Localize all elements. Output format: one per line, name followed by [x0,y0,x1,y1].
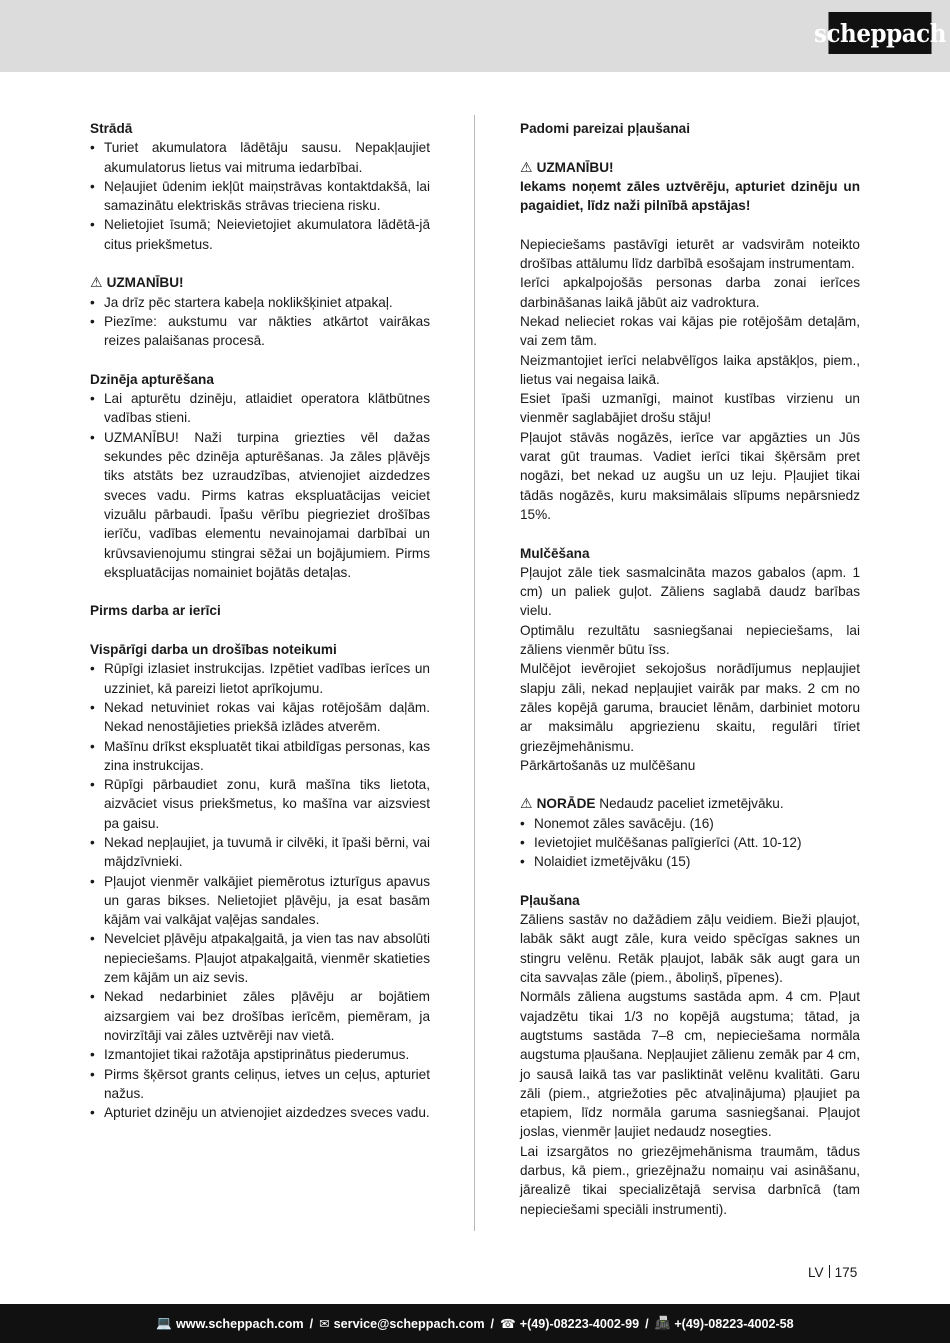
warning-heading [90,273,430,292]
page-number-value: 175 [834,1265,858,1280]
list-item: • Nelietojiet īsumā; Neievietojiet akumulatora lādētā-jā citus priekšmetus. [90,215,430,254]
list-item: • Nekad nedarbiniet zāles pļāvēju ar bojātiem aizsargiem vai bez drošības ierīcēm, piemēram, ja novirzītāji vai zāles uztvērēji nav vietā. [90,987,430,1045]
section-title: Vispārīgi darba un drošības noteikumi [90,642,337,658]
note-line [520,794,860,813]
warning-heading [520,158,860,177]
list-item: • Nekad nepļaujiet, ja tuvumā ir cilvēki, it īpaši bērni, vai mājdzīvnieki. [90,833,430,872]
paragraph: Lai izsargātos no griezējmehānisma traumām, tādus darbus, kā piem., griezējnažu nomaiņu vai asināšanu, jārealizē tikai specializētajā servisa darbnīcā (tam nepieciešami speciāli instrumenti). [520,1143,860,1217]
header-bar [0,0,950,72]
list-item: • Apturiet dzinēju un atvienojiet aizdedzes sveces vadu. [90,1103,430,1122]
list-item: • Mašīnu drīkst ekspluatēt tikai atbildīgas personas, kas zina instrukcijas. [90,737,430,776]
list-item: • Pļaujot vienmēr valkājiet piemērotus izturīgus apavus un garas bikses. Nelietojiet pļāvēju, ja esat basām kājām vai valkājat vaļējas sandales. [90,872,430,930]
list-item: • Ja drīz pēc startera kabeļa noklikšķiniet atpakaļ. [90,293,430,312]
section-title: Padomi pareizai pļaušanai [520,121,690,136]
list-item: • Ievietojiet mulčēšanas palīgierīci (Att. 10-12) [520,833,860,852]
paragraph: Pļaujot stāvās nogāzēs, ierīce var apgāzties un Jūs varat gūt traumas. Vadiet ierīci tikai šķērsām pret nogāzi, bet nekad uz augšu un uz leju. Pļaujiet tikai tādās nogāzēs, kuru maksimālais slīpums nepārsniedz 15%. [520,429,860,522]
section-title: Strādā [90,121,133,136]
bullet-list [90,138,430,254]
bullet-list [90,659,430,1122]
section-title: Pirms darba ar ierīci [90,603,221,619]
paragraph: Ierīci apkalpojošās personas darba zonai ierīces darbināšanas laikā jābūt aiz vadroktura. [520,275,860,310]
footer-phone: +(49)-08223-4002-99 [519,1316,640,1331]
section-title: Mulčēšana [520,545,590,561]
fax-icon: 📠 [654,1316,671,1330]
note-label: NORĀDE [536,796,596,812]
page-number-separator [829,1265,830,1278]
paragraph: Neizmantojiet ierīci nelabvēlīgos laika apstākļos, piem., lietus vai negaisa laikā. [520,352,860,387]
footer-separator: / [645,1316,649,1331]
paragraph: Optimālu rezultātu sasniegšanai nepieciešams, lai zāliens vienmēr būtu īss. [520,622,860,658]
paragraph: Nekad nelieciet rokas vai kājas pie rotējošām detaļām, vai zem tām. [520,313,860,349]
paragraph: Normāls zāliena augstums sastāda apm. 4 cm. Pļaut vajadzētu tikai 1/3 no kopējā augstuma; tātad, ja augtstums sastāda 7–8 cm, nepieciešama normāla augstuma pļaušana. Nepļaujiet zālienu zemāk par 4 cm, jo sausā laikā tas var pasliktināt velēnu kvalitāti. Garu zāli (piem., atgriežoties pēc atvaļinājuma) pļaujiet pa etapiem, līdz normāla garuma sasniegšanai. Pļaujot joslas, vienmēr ļaujiet nedaudz nosegties. [520,989,860,1140]
list-item: • Piezīme: aukstumu var nākties atkārtot vairākas reizes palaišanas procesā. [90,312,430,351]
scheppach-logo: scheppach [828,12,931,54]
paragraph: Mulčējot ievērojiet sekojošus norādījumus nepļaujiet slapju zāli, nekad nepļaujiet vairāk par maks. 2 cm no zāles kopējā garuma, brauciet lēnām, darbiniet motoru ar maksimālu apgriezienu skaitu, regulāri tīriet griezējmehānismu. [520,661,860,754]
list-item: • Nevelciet pļāvēju atpakaļgaitā, ja vien tas nav absolūti nepieciešams. Pļaujot atpakaļgaitā, vienmēr skatieties zem kājām un aiz sevis. [90,929,430,987]
column-divider [474,115,475,1231]
list-item: • Nekad netuviniet rokas vai kājas rotējošām daļām. Nekad nenostājieties priekšā izlādes atverēm. [90,698,430,737]
paragraph: Pārkārtošanās uz mulčēšanu [520,757,696,773]
paragraph: Zāliens sastāv no dažādiem zāļu veidiem. Bieži pļaujot, labāk sākt augt zāle, kura veido spēcīgas saknes un stingru velēnu. Retāk pļaujot, labāk sāk augt gara un cita savvaļas zāle (piem., āboliņš, pīpenes). [520,912,860,986]
section-title: Dzinēja apturēšana [90,371,214,387]
paragraph: Pļaujot zāle tiek sasmalcināta mazos gabalos (apm. 1 cm) un paliek guļot. Zāliens saglabā daudz barības vielu. [520,564,860,619]
footer-email: service@scheppach.com [333,1316,485,1331]
paragraph: Nepieciešams pastāvīgi ieturēt ar vadsvirām noteikto drošības attālumu līdz darbībā esošajam instrumentam. [520,236,860,272]
bullet-list [90,293,430,351]
bullet-list [520,814,860,872]
warning-triangle-icon: ⚠ [520,158,533,175]
note-text: Nedaudz paceliet izmetējvāku. [599,796,784,812]
warning-text: Iekams noņemt zāles uztvērēju, apturiet dzinēju un pagaidiet, līdz naži pilnībā apstājas! [520,178,860,214]
list-item: • Turiet akumulatora lādētāju sausu. Nepakļaujiet akumulatorus lietus vai mitruma iedarbībai. [90,138,430,177]
bullet-list [90,389,430,582]
list-item: • Neļaujiet ūdenim iekļūt maiņstrāvas kontaktdakšā, lai samazinātu elektriskās strāvas trieciena risku. [90,177,430,216]
footer-separator: / [490,1316,495,1331]
list-item: • Rūpīgi pārbaudiet zonu, kurā mašīna tiks lietota, aizvāciet visus priekšmetus, ko mašīna var aizsviest pa gaisu. [90,775,430,833]
right-column [520,119,860,1219]
list-item: • Pirms šķērsot grants celiņus, ietves un ceļus, apturiet nažus. [90,1065,430,1104]
paragraph: Esiet īpaši uzmanīgi, mainot kustības virzienu un vienmēr saglabājiet drošu stāju! [520,391,860,426]
list-item: • Izmantojiet tikai ražotāja apstiprinātus piederumus. [90,1045,430,1064]
language-code: LV [808,1265,824,1280]
list-item: • UZMANĪBU! Naži turpina griezties vēl dažas sekundes pēc dzinēja apturēšanas. Ja zāles pļāvējs tiks atstāts bez uzraudzības, atvienojiet aizdedzes sveces vadu. Pirms katras ekspluatācijas veiciet vizuālu pārbaudi. Īpašu vērību piegrieziet drošības ierīču, vadības elementu nevainojamai darbībai un krūvsavienojumu stingrai sēžai un bojājumiem. Pirms ekspluatācijas nomainiet bojātās detaļas. [90,428,430,582]
warning-label: UZMANĪBU! [106,275,184,291]
footer-separator: / [309,1316,314,1331]
list-item: • Rūpīgi izlasiet instrukcijas. Izpētiet vadības ierīces un uzziniet, kā pareizi lietot aprīkojumu. [90,659,430,698]
warning-triangle-icon: ⚠ [90,274,103,291]
list-item: • Nonemot zāles savācēju. (16) [520,814,860,833]
computer-icon: 💻 [156,1316,172,1330]
footer-fax: +(49)-08223-4002-58 [674,1316,794,1331]
mail-icon: ✉ [319,1317,330,1331]
list-item: • Lai apturētu dzinēju, atlaidiet operatora klātbūtnes vadības stieni. [90,389,430,428]
warning-label: UZMANĪBU! [536,159,614,175]
left-column [90,119,430,1122]
section-title: Pļaušana [520,892,580,908]
footer-website: www.scheppach.com [175,1316,304,1331]
footer-bar [0,1304,950,1343]
phone-icon: ☎ [500,1317,516,1331]
warning-triangle-icon: ⚠ [520,795,533,812]
list-item: • Nolaidiet izmetējvāku (15) [520,852,860,871]
page-number [808,1265,857,1280]
